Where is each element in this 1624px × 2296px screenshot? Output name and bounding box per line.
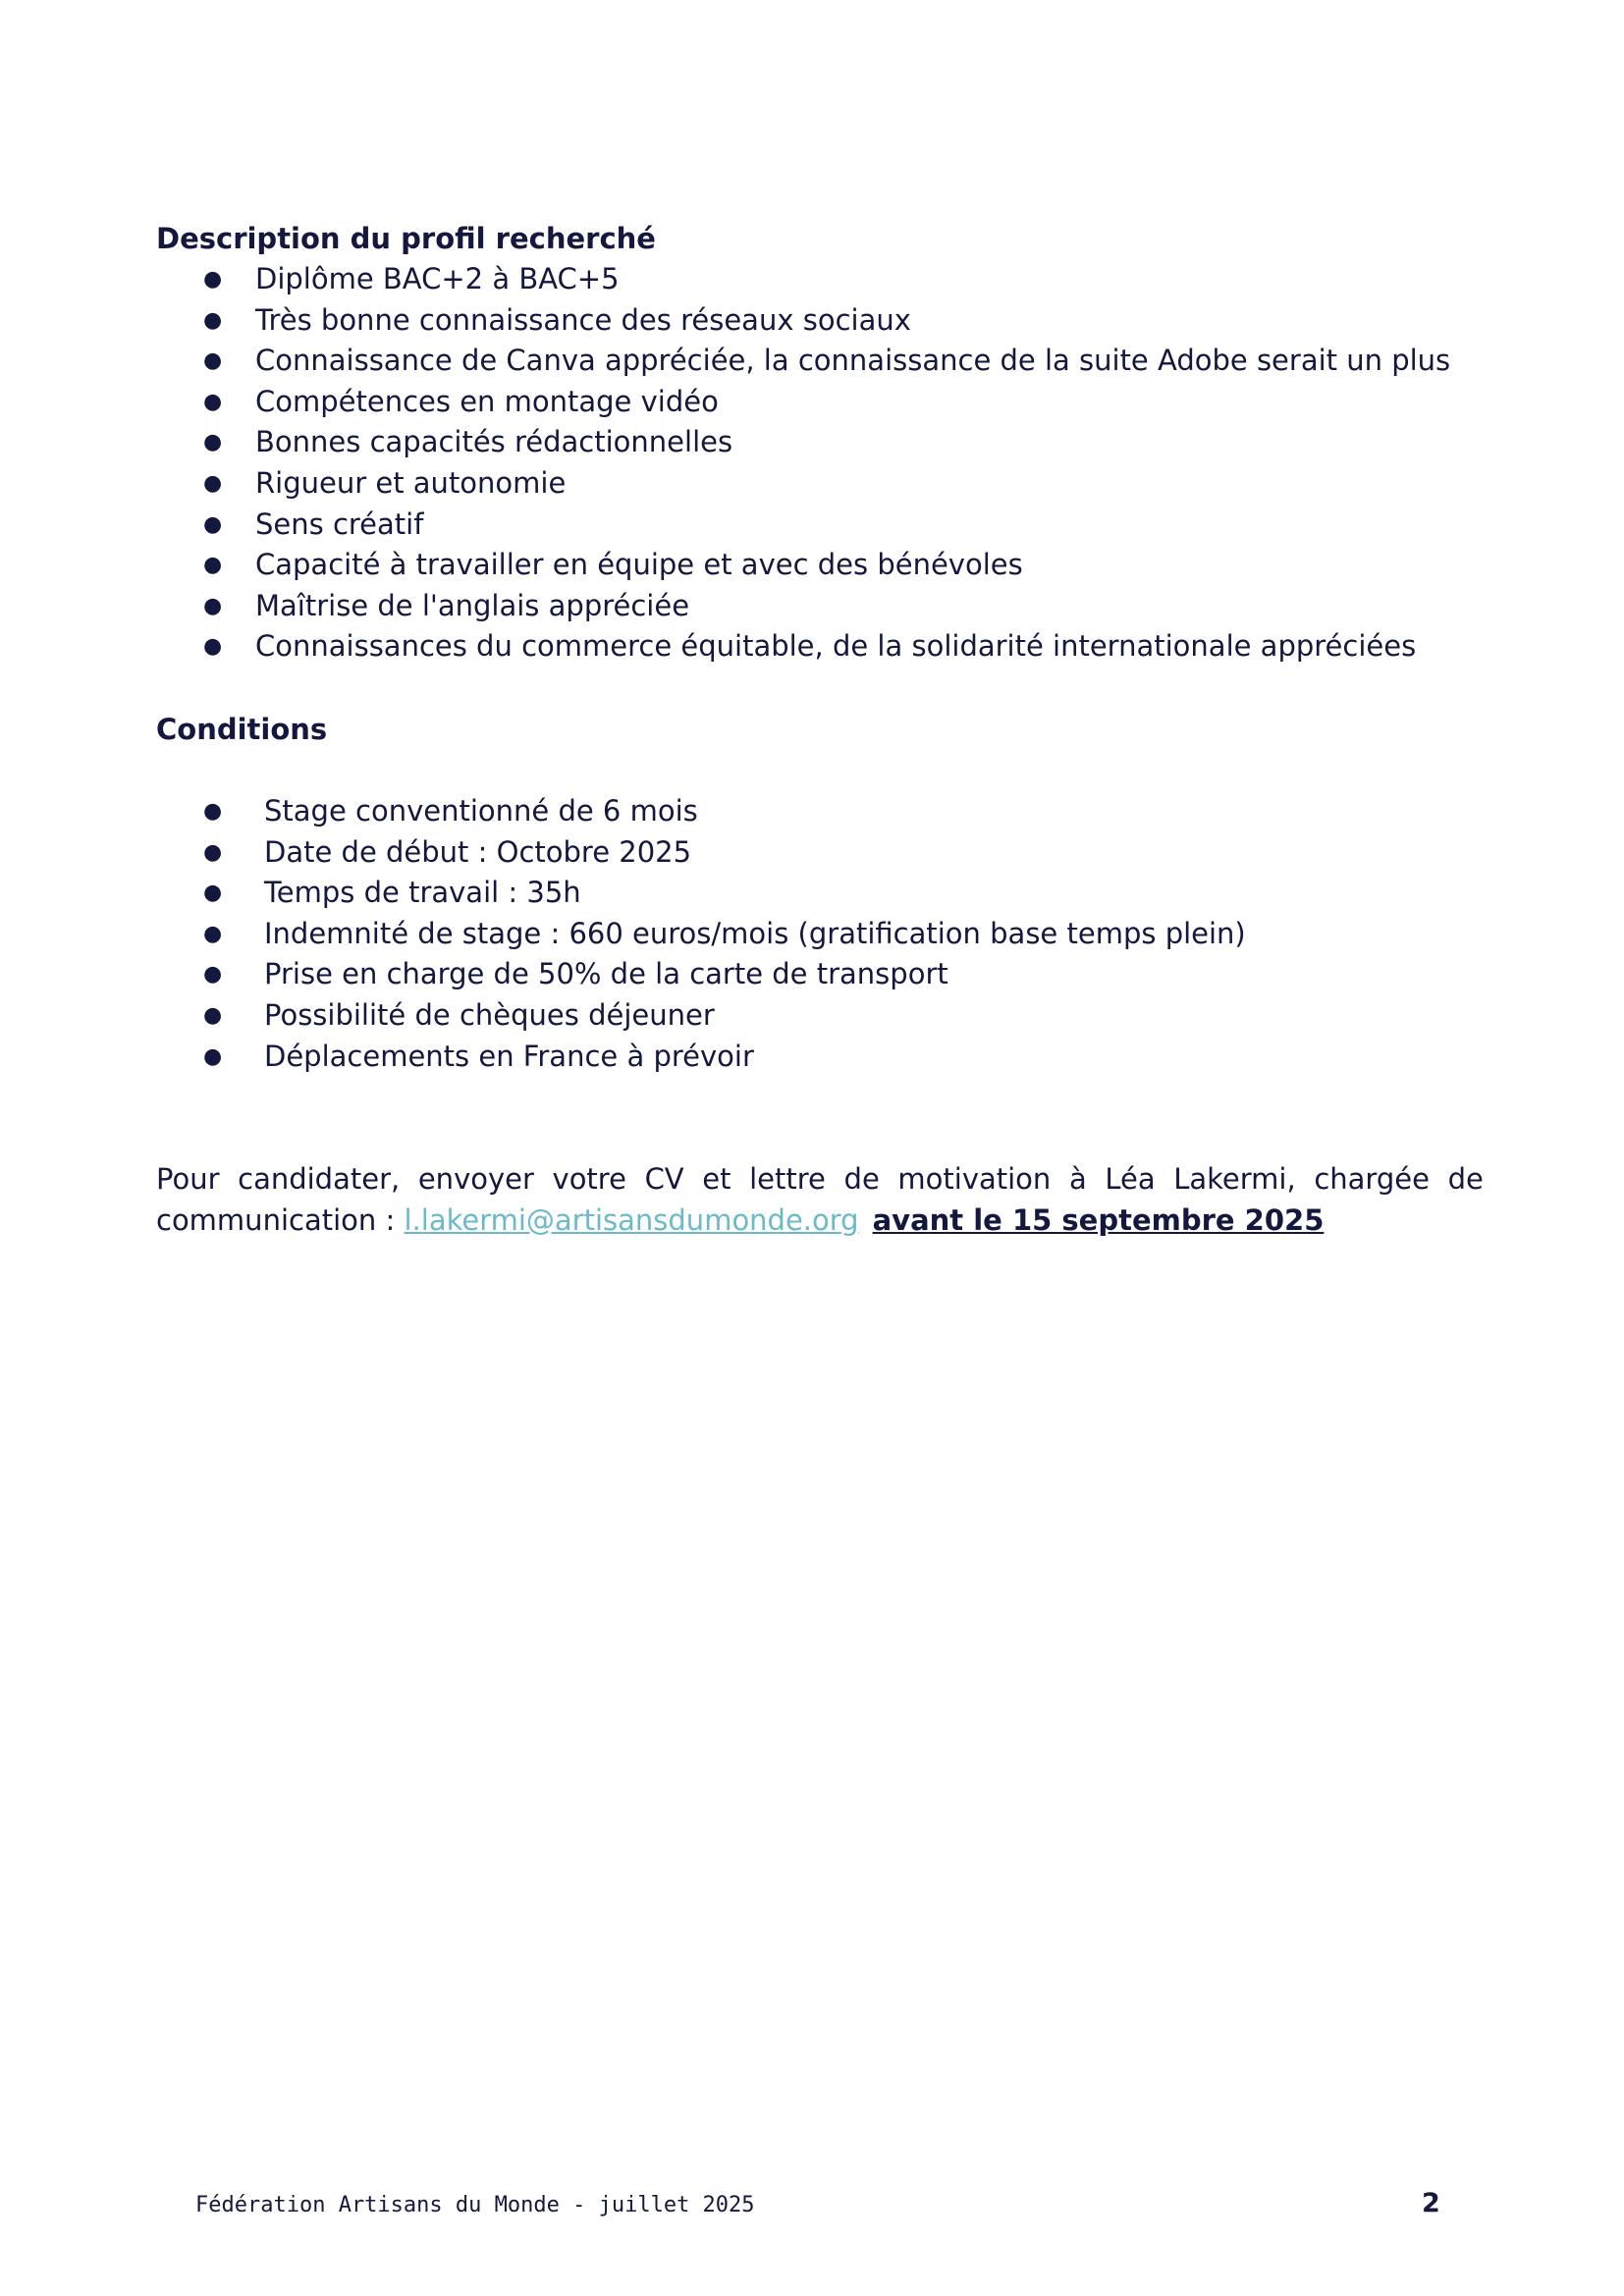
application-line-1 xyxy=(156,1159,1484,1201)
bullet-icon: ● xyxy=(203,348,223,374)
bullet-icon: ● xyxy=(203,593,223,618)
list-item: ● Très bonne connaissance des réseaux sociaux xyxy=(156,300,1484,342)
application-word: et xyxy=(702,1162,731,1197)
application-prefix: communication : xyxy=(156,1202,405,1237)
bullet-icon: ● xyxy=(203,470,223,496)
bullet-icon: ● xyxy=(203,798,223,824)
list-item: ● Date de début : Octobre 2025 xyxy=(156,832,1484,874)
list-item: ● Bonnes capacités rédactionnelles xyxy=(156,422,1484,463)
bullet-icon: ● xyxy=(203,1002,223,1028)
bullet-icon: ● xyxy=(203,553,223,578)
application-word: candidater, xyxy=(238,1162,401,1197)
conditions-list xyxy=(156,791,1484,1077)
list-item: ● Déplacements en France à prévoir xyxy=(156,1037,1484,1078)
application-word: à xyxy=(1068,1162,1087,1197)
profile-heading: Description du profil recherché xyxy=(156,222,656,255)
application-word: Léa xyxy=(1105,1162,1156,1197)
page-number: 2 xyxy=(1422,2188,1440,2218)
footer-text: Fédération Artisans du Monde - juillet 2025 xyxy=(195,2193,755,2217)
bullet-icon: ● xyxy=(203,430,223,455)
bullet-icon: ● xyxy=(203,962,223,988)
application-word: Lakermi, xyxy=(1173,1162,1296,1197)
list-item: ● Indemnité de stage : 660 euros/mois (gratification base temps plein) xyxy=(156,914,1484,955)
list-item: ● Stage conventionné de 6 mois xyxy=(156,791,1484,832)
application-word: de xyxy=(843,1162,880,1197)
list-item: ● Capacité à travailler en équipe et avec des bénévoles xyxy=(156,545,1484,586)
list-item: ● Sens créatif xyxy=(156,505,1484,546)
list-item: ● Connaissance de Canva appréciée, la connaissance de la suite Adobe serait un plus xyxy=(156,341,1484,382)
email-link[interactable]: l.lakermi@artisansdumonde.org xyxy=(404,1202,859,1237)
bullet-icon: ● xyxy=(203,267,223,292)
bullet-icon: ● xyxy=(203,634,223,660)
page-content xyxy=(156,218,1484,1241)
profile-list xyxy=(156,259,1484,667)
application-word: votre xyxy=(552,1162,626,1197)
bullet-icon: ● xyxy=(203,389,223,414)
list-item: ● Prise en charge de 50% de la carte de transport xyxy=(156,954,1484,995)
bullet-icon: ● xyxy=(203,307,223,333)
list-item: ● Possibilité de chèques déjeuner xyxy=(156,995,1484,1037)
application-word: de xyxy=(1447,1162,1484,1197)
bullet-icon: ● xyxy=(203,839,223,865)
bullet-icon: ● xyxy=(203,1043,223,1069)
application-paragraph xyxy=(156,1159,1484,1241)
deadline-text: avant le 15 septembre 2025 xyxy=(872,1202,1325,1237)
list-item: ● Rigueur et autonomie xyxy=(156,463,1484,505)
bullet-icon: ● xyxy=(203,511,223,537)
application-word: Pour xyxy=(156,1162,220,1197)
list-item: ● Compétences en montage vidéo xyxy=(156,382,1484,423)
list-item: ● Connaissances du commerce équitable, de la solidarité internationale appréciées xyxy=(156,626,1484,667)
list-item: ● Diplôme BAC+2 à BAC+5 xyxy=(156,259,1484,300)
list-item: ● Temps de travail : 35h xyxy=(156,873,1484,914)
application-word: lettre xyxy=(749,1162,826,1197)
application-word: CV xyxy=(644,1162,684,1197)
application-word: motivation xyxy=(897,1162,1052,1197)
conditions-heading: Conditions xyxy=(156,712,328,746)
bullet-icon: ● xyxy=(203,881,223,906)
application-word: chargée xyxy=(1314,1162,1430,1197)
application-word: envoyer xyxy=(417,1162,534,1197)
list-item: ● Maîtrise de l'anglais appréciée xyxy=(156,586,1484,627)
bullet-icon: ● xyxy=(203,921,223,946)
application-line-2 xyxy=(156,1201,1484,1242)
